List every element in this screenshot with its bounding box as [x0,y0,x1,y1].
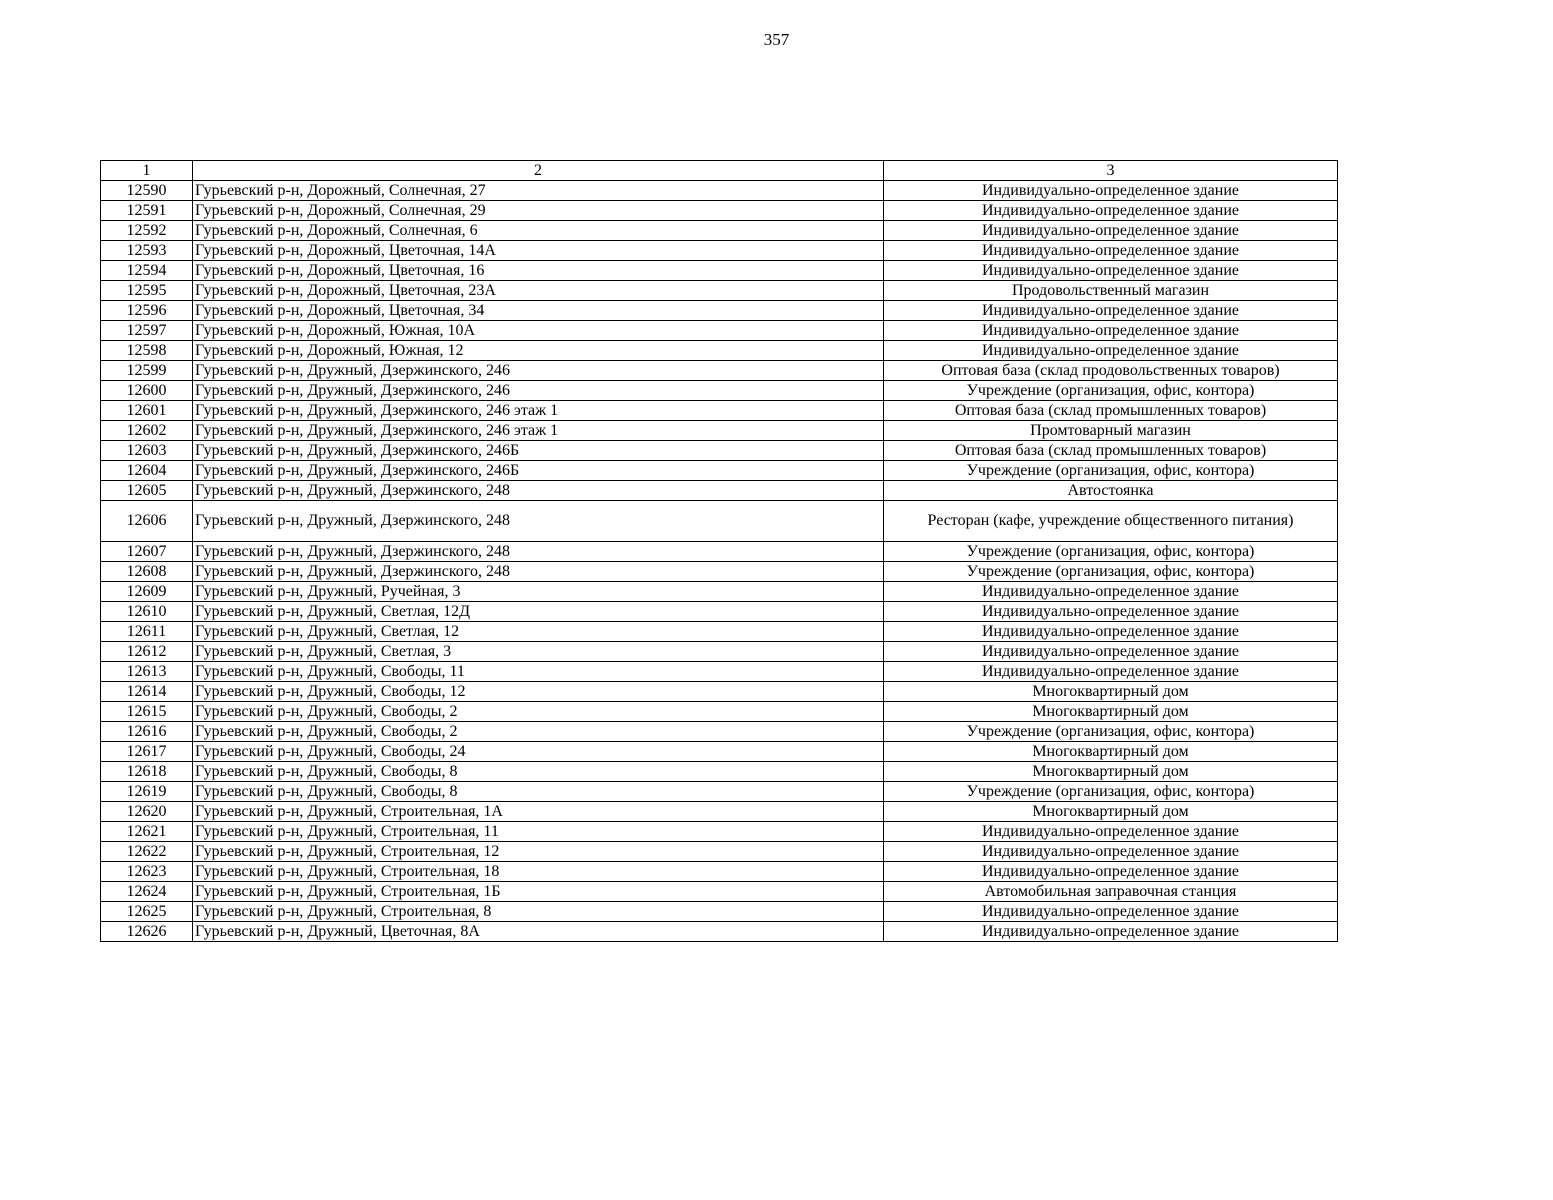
table-body [101,181,1338,942]
address-cell: Гурьевский р-н, Дружный, Светлая, 12 [193,622,884,642]
address-cell: Гурьевский р-н, Дорожный, Цветочная, 34 [193,301,884,321]
address-cell: Гурьевский р-н, Дружный, Свободы, 12 [193,682,884,702]
object-type-cell: Индивидуально-определенное здание [884,341,1338,361]
row-number-cell: 12595 [101,281,193,301]
row-number-cell: 12614 [101,682,193,702]
row-number-cell: 12602 [101,421,193,441]
table-row [101,762,1338,782]
address-cell: Гурьевский р-н, Дружный, Строительная, 1Б [193,882,884,902]
table-row [101,622,1338,642]
row-number-cell: 12600 [101,381,193,401]
address-cell: Гурьевский р-н, Дорожный, Южная, 12 [193,341,884,361]
address-cell: Гурьевский р-н, Дружный, Ручейная, 3 [193,582,884,602]
object-type-cell: Индивидуально-определенное здание [884,902,1338,922]
object-type-cell: Индивидуально-определенное здание [884,261,1338,281]
table-row [101,822,1338,842]
object-type-cell: Индивидуально-определенное здание [884,842,1338,862]
address-cell: Гурьевский р-н, Дружный, Строительная, 18 [193,862,884,882]
table-row [101,602,1338,622]
table-row [101,501,1338,542]
column-header-3: 3 [884,161,1338,181]
table-row [101,662,1338,682]
table-row [101,281,1338,301]
table-row [101,702,1338,722]
table-row [101,782,1338,802]
table-row [101,742,1338,762]
object-type-cell: Индивидуально-определенное здание [884,221,1338,241]
object-type-cell: Продовольственный магазин [884,281,1338,301]
row-number-cell: 12606 [101,501,193,542]
object-type-cell: Оптовая база (склад продовольственных товаров) [884,361,1338,381]
table-row [101,361,1338,381]
address-cell: Гурьевский р-н, Дружный, Свободы, 8 [193,782,884,802]
row-number-cell: 12611 [101,622,193,642]
row-number-cell: 12622 [101,842,193,862]
object-type-cell: Оптовая база (склад промышленных товаров) [884,401,1338,421]
table-row [101,381,1338,401]
address-cell: Гурьевский р-н, Дружный, Свободы, 24 [193,742,884,762]
row-number-cell: 12620 [101,802,193,822]
table-row [101,882,1338,902]
table-row [101,441,1338,461]
object-type-cell: Ресторан (кафе, учреждение общественного питания) [884,501,1338,542]
row-number-cell: 12601 [101,401,193,421]
table-row [101,481,1338,501]
address-cell: Гурьевский р-н, Дружный, Свободы, 2 [193,702,884,722]
row-number-cell: 12605 [101,481,193,501]
row-number-cell: 12613 [101,662,193,682]
object-type-cell: Индивидуально-определенное здание [884,582,1338,602]
object-type-cell: Учреждение (организация, офис, контора) [884,461,1338,481]
table-row [101,802,1338,822]
table-row [101,181,1338,201]
address-cell: Гурьевский р-н, Дружный, Цветочная, 8А [193,922,884,942]
address-cell: Гурьевский р-н, Дружный, Дзержинского, 246 [193,361,884,381]
object-type-cell: Индивидуально-определенное здание [884,862,1338,882]
object-type-cell: Многоквартирный дом [884,702,1338,722]
object-type-cell: Многоквартирный дом [884,802,1338,822]
object-type-cell: Индивидуально-определенное здание [884,321,1338,341]
object-type-cell: Индивидуально-определенное здание [884,241,1338,261]
row-number-cell: 12594 [101,261,193,281]
column-header-1: 1 [101,161,193,181]
address-cell: Гурьевский р-н, Дорожный, Солнечная, 6 [193,221,884,241]
row-number-cell: 12598 [101,341,193,361]
object-type-cell: Индивидуально-определенное здание [884,181,1338,201]
address-cell: Гурьевский р-н, Дружный, Свободы, 2 [193,722,884,742]
table-row [101,862,1338,882]
address-cell: Гурьевский р-н, Дружный, Дзержинского, 246Б [193,441,884,461]
table-row [101,221,1338,241]
address-cell: Гурьевский р-н, Дружный, Дзержинского, 248 [193,562,884,582]
table-row [101,201,1338,221]
table-row [101,401,1338,421]
row-number-cell: 12621 [101,822,193,842]
table-row [101,562,1338,582]
row-number-cell: 12599 [101,361,193,381]
column-header-2: 2 [193,161,884,181]
address-cell: Гурьевский р-н, Дорожный, Южная, 10А [193,321,884,341]
object-type-cell: Автомобильная заправочная станция [884,882,1338,902]
object-type-cell: Индивидуально-определенное здание [884,301,1338,321]
object-type-cell: Учреждение (организация, офис, контора) [884,782,1338,802]
object-type-cell: Индивидуально-определенное здание [884,622,1338,642]
object-type-cell: Многоквартирный дом [884,682,1338,702]
address-cell: Гурьевский р-н, Дорожный, Цветочная, 23А [193,281,884,301]
object-type-cell: Индивидуально-определенное здание [884,642,1338,662]
address-cell: Гурьевский р-н, Дружный, Дзержинского, 246 этаж 1 [193,421,884,441]
register-table [100,160,1338,942]
object-type-cell: Индивидуально-определенное здание [884,602,1338,622]
row-number-cell: 12603 [101,441,193,461]
address-cell: Гурьевский р-н, Дружный, Свободы, 11 [193,662,884,682]
row-number-cell: 12610 [101,602,193,622]
object-type-cell: Индивидуально-определенное здание [884,662,1338,682]
address-cell: Гурьевский р-н, Дорожный, Солнечная, 29 [193,201,884,221]
object-type-cell: Учреждение (организация, офис, контора) [884,722,1338,742]
address-cell: Гурьевский р-н, Дружный, Строительная, 12 [193,842,884,862]
row-number-cell: 12592 [101,221,193,241]
table-row [101,542,1338,562]
table-row [101,301,1338,321]
address-cell: Гурьевский р-н, Дорожный, Цветочная, 16 [193,261,884,281]
table-header-row [101,161,1338,181]
table-row [101,922,1338,942]
row-number-cell: 12625 [101,902,193,922]
row-number-cell: 12624 [101,882,193,902]
address-cell: Гурьевский р-н, Дружный, Дзержинского, 248 [193,481,884,501]
address-cell: Гурьевский р-н, Дружный, Светлая, 3 [193,642,884,662]
object-type-cell: Учреждение (организация, офис, контора) [884,542,1338,562]
row-number-cell: 12608 [101,562,193,582]
row-number-cell: 12593 [101,241,193,261]
object-type-cell: Индивидуально-определенное здание [884,822,1338,842]
address-cell: Гурьевский р-н, Дорожный, Солнечная, 27 [193,181,884,201]
object-type-cell: Промтоварный магазин [884,421,1338,441]
object-type-cell: Учреждение (организация, офис, контора) [884,562,1338,582]
row-number-cell: 12618 [101,762,193,782]
table-row [101,461,1338,481]
table-row [101,722,1338,742]
row-number-cell: 12619 [101,782,193,802]
table-row [101,582,1338,602]
address-cell: Гурьевский р-н, Дружный, Дзержинского, 248 [193,501,884,542]
address-cell: Гурьевский р-н, Дружный, Светлая, 12Д [193,602,884,622]
table-row [101,842,1338,862]
address-cell: Гурьевский р-н, Дружный, Строительная, 1А [193,802,884,822]
object-type-cell: Оптовая база (склад промышленных товаров) [884,441,1338,461]
row-number-cell: 12623 [101,862,193,882]
table-row [101,642,1338,662]
table-row [101,261,1338,281]
object-type-cell: Автостоянка [884,481,1338,501]
address-cell: Гурьевский р-н, Дружный, Дзержинского, 248 [193,542,884,562]
row-number-cell: 12604 [101,461,193,481]
row-number-cell: 12590 [101,181,193,201]
row-number-cell: 12609 [101,582,193,602]
object-type-cell: Многоквартирный дом [884,762,1338,782]
object-type-cell: Учреждение (организация, офис, контора) [884,381,1338,401]
row-number-cell: 12612 [101,642,193,662]
table-row [101,421,1338,441]
table-row [101,321,1338,341]
address-cell: Гурьевский р-н, Дружный, Дзержинского, 246Б [193,461,884,481]
row-number-cell: 12617 [101,742,193,762]
address-cell: Гурьевский р-н, Дружный, Дзержинского, 246 [193,381,884,401]
object-type-cell: Индивидуально-определенное здание [884,201,1338,221]
table-row [101,341,1338,361]
row-number-cell: 12591 [101,201,193,221]
address-cell: Гурьевский р-н, Дружный, Дзержинского, 246 этаж 1 [193,401,884,421]
address-cell: Гурьевский р-н, Дружный, Строительная, 11 [193,822,884,842]
row-number-cell: 12607 [101,542,193,562]
address-cell: Гурьевский р-н, Дружный, Строительная, 8 [193,902,884,922]
object-type-cell: Многоквартирный дом [884,742,1338,762]
table-row [101,902,1338,922]
row-number-cell: 12597 [101,321,193,341]
table-row [101,241,1338,261]
row-number-cell: 12615 [101,702,193,722]
page-number: 357 [763,30,790,49]
object-type-cell: Индивидуально-определенное здание [884,922,1338,942]
row-number-cell: 12616 [101,722,193,742]
table-row [101,682,1338,702]
row-number-cell: 12626 [101,922,193,942]
address-cell: Гурьевский р-н, Дружный, Свободы, 8 [193,762,884,782]
row-number-cell: 12596 [101,301,193,321]
address-cell: Гурьевский р-н, Дорожный, Цветочная, 14А [193,241,884,261]
